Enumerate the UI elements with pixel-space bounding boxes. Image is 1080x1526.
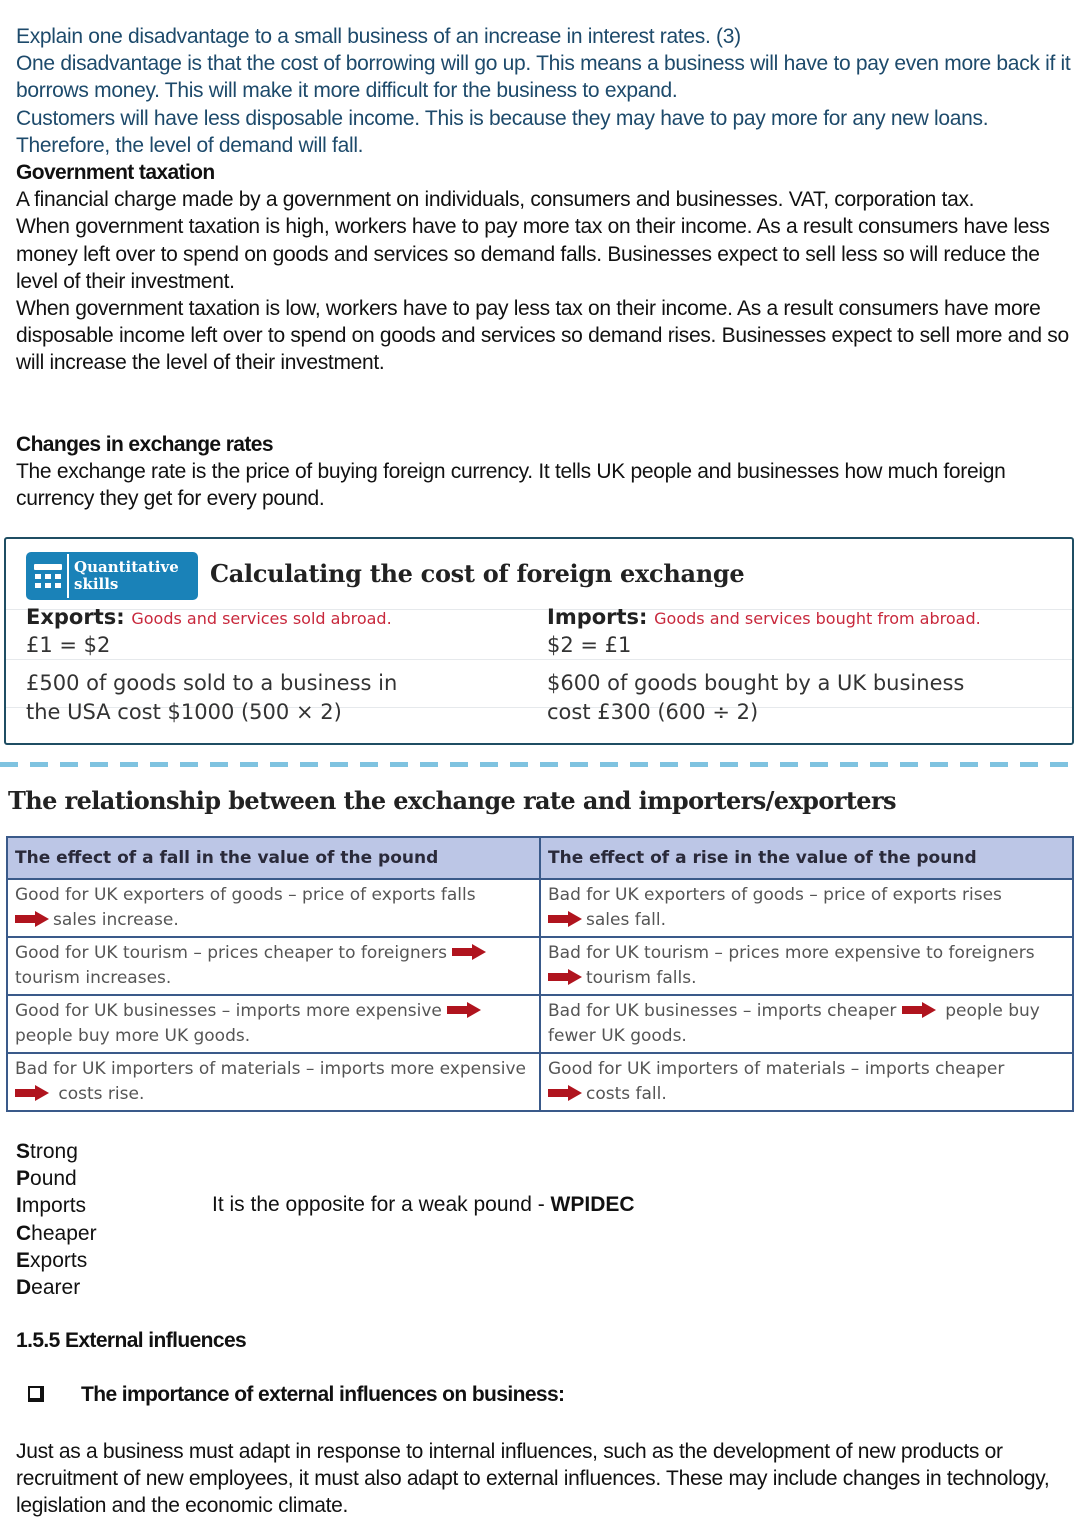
checkbox-bullet-icon xyxy=(28,1386,44,1402)
acronym-word: Strong xyxy=(16,1140,78,1163)
imports-column xyxy=(547,605,981,727)
exports-example: £500 of goods sold to a business in the USA cost $1000 (500 × 2) xyxy=(26,671,398,724)
external-influences-paragraph: Just as a business must adapt in response to internal influences, such as the development of new products or recruitment of new employees, it must also adapt to external influences. These may include changes in technology, legislation and the economic climate. xyxy=(16,1440,1050,1518)
answer-paragraph-1: One disadvantage is that the cost of borrowing will go up. This means a business will have to pay even more back if it borrows money. This will make it more difficult for the business to expand. xyxy=(16,52,1071,103)
acronym-word: Imports xyxy=(16,1194,87,1218)
rise-cell: Good for UK importers of materials – imports cheaper costs fall. xyxy=(540,1053,1073,1111)
red-arrow-icon xyxy=(902,1002,936,1018)
table-header-row xyxy=(7,837,1073,879)
acronym-word: Exports xyxy=(16,1248,88,1272)
taxation-high-paragraph: When government taxation is high, workers have to pay more tax on their income. As a result consumers have less money left over to spend on goods and services so demand falls. Businesses expect to sell less so will reduce the level of their investment. xyxy=(16,215,1050,293)
table-row xyxy=(7,937,1073,995)
rise-cell: Bad for UK tourism – prices more expensive to foreigners tourism falls. xyxy=(540,937,1073,995)
calculator-icon xyxy=(29,554,69,598)
quant-box-title: Calculating the cost of foreign exchange xyxy=(210,559,745,588)
external-influences-heading: 1.5.5 External influences xyxy=(16,1329,247,1352)
exchange-rates-section xyxy=(16,431,1071,513)
red-arrow-icon xyxy=(548,1085,582,1101)
relationship-title: The relationship between the exchange rate and importers/exporters xyxy=(8,786,896,815)
imports-term: Imports: xyxy=(547,605,648,629)
fall-cell: Good for UK businesses – imports more expensive people buy more UK goods. xyxy=(7,995,540,1053)
exchange-rates-heading: Changes in exchange rates xyxy=(16,433,273,456)
exports-column xyxy=(26,605,397,727)
exports-definition: Goods and services sold abroad. xyxy=(131,609,392,628)
imports-example: $600 of goods bought by a UK business cost £300 (600 ÷ 2) xyxy=(547,671,965,724)
answer-paragraph-2: Customers will have less disposable income. This is because they may have to pay more for any new loans. Therefore, the level of demand will fall. xyxy=(16,106,989,157)
table-row xyxy=(7,995,1073,1053)
imports-equation: $2 = £1 xyxy=(547,633,632,657)
taxation-section xyxy=(16,159,1071,377)
table-row xyxy=(7,1053,1073,1111)
column-header-fall: The effect of a fall in the value of the pound xyxy=(7,837,540,879)
quantitative-skills-box xyxy=(4,537,1074,745)
external-influences-subheading: The importance of external influences on business: xyxy=(81,1383,565,1406)
column-header-rise: The effect of a rise in the value of the pound xyxy=(540,837,1073,879)
spiced-acronym-list xyxy=(16,1138,97,1301)
badge-label: Quantitative skills xyxy=(74,558,179,593)
exports-term: Exports: xyxy=(26,605,125,629)
red-arrow-icon xyxy=(15,1085,49,1101)
table-row xyxy=(7,879,1073,937)
rise-cell: Bad for UK exporters of goods – price of exports rises sales fall. xyxy=(540,879,1073,937)
taxation-definition: A financial charge made by a government on individuals, consumers and businesses. VAT, corporation tax. xyxy=(16,188,975,212)
acronym-word: Dearer xyxy=(16,1276,81,1300)
dashed-divider xyxy=(0,762,1080,767)
fall-cell: Bad for UK importers of materials – imports more expensive costs rise. xyxy=(7,1053,540,1111)
imports-definition: Goods and services bought from abroad. xyxy=(654,609,981,628)
exchange-rate-effects-table xyxy=(6,836,1074,1112)
rise-cell: Bad for UK businesses – imports cheaper people buy fewer UK goods. xyxy=(540,995,1073,1053)
red-arrow-icon xyxy=(548,969,582,985)
taxation-low-paragraph: When government taxation is low, workers have to pay less tax on their income. As a result consumers have more disposable income left over to spend on goods and services so demand rises. Businesses expect to sell more and so will increase the level of their investment. xyxy=(16,297,1069,375)
red-arrow-icon xyxy=(15,911,49,927)
quantitative-skills-badge xyxy=(26,552,198,600)
exports-equation: £1 = $2 xyxy=(26,633,111,657)
fall-cell: Good for UK tourism – prices cheaper to foreigners tourism increases. xyxy=(7,937,540,995)
weak-pound-note: It is the opposite for a weak pound - WPIDEC xyxy=(212,1193,635,1216)
exchange-rates-definition: The exchange rate is the price of buying foreign currency. It tells UK people and businesses how much foreign currency they get for every pound. xyxy=(16,460,1006,511)
acronym-word: Cheaper xyxy=(16,1221,97,1245)
taxation-heading: Government taxation xyxy=(16,161,215,184)
fall-cell: Good for UK exporters of goods – price of exports falls sales increase. xyxy=(7,879,540,937)
red-arrow-icon xyxy=(548,911,582,927)
red-arrow-icon xyxy=(452,944,486,960)
interest-rates-answer xyxy=(16,23,1071,159)
exam-question: Explain one disadvantage to a small business of an increase in interest rates. (3) xyxy=(16,25,741,48)
acronym-word: Pound xyxy=(16,1167,77,1191)
red-arrow-icon xyxy=(447,1002,481,1018)
